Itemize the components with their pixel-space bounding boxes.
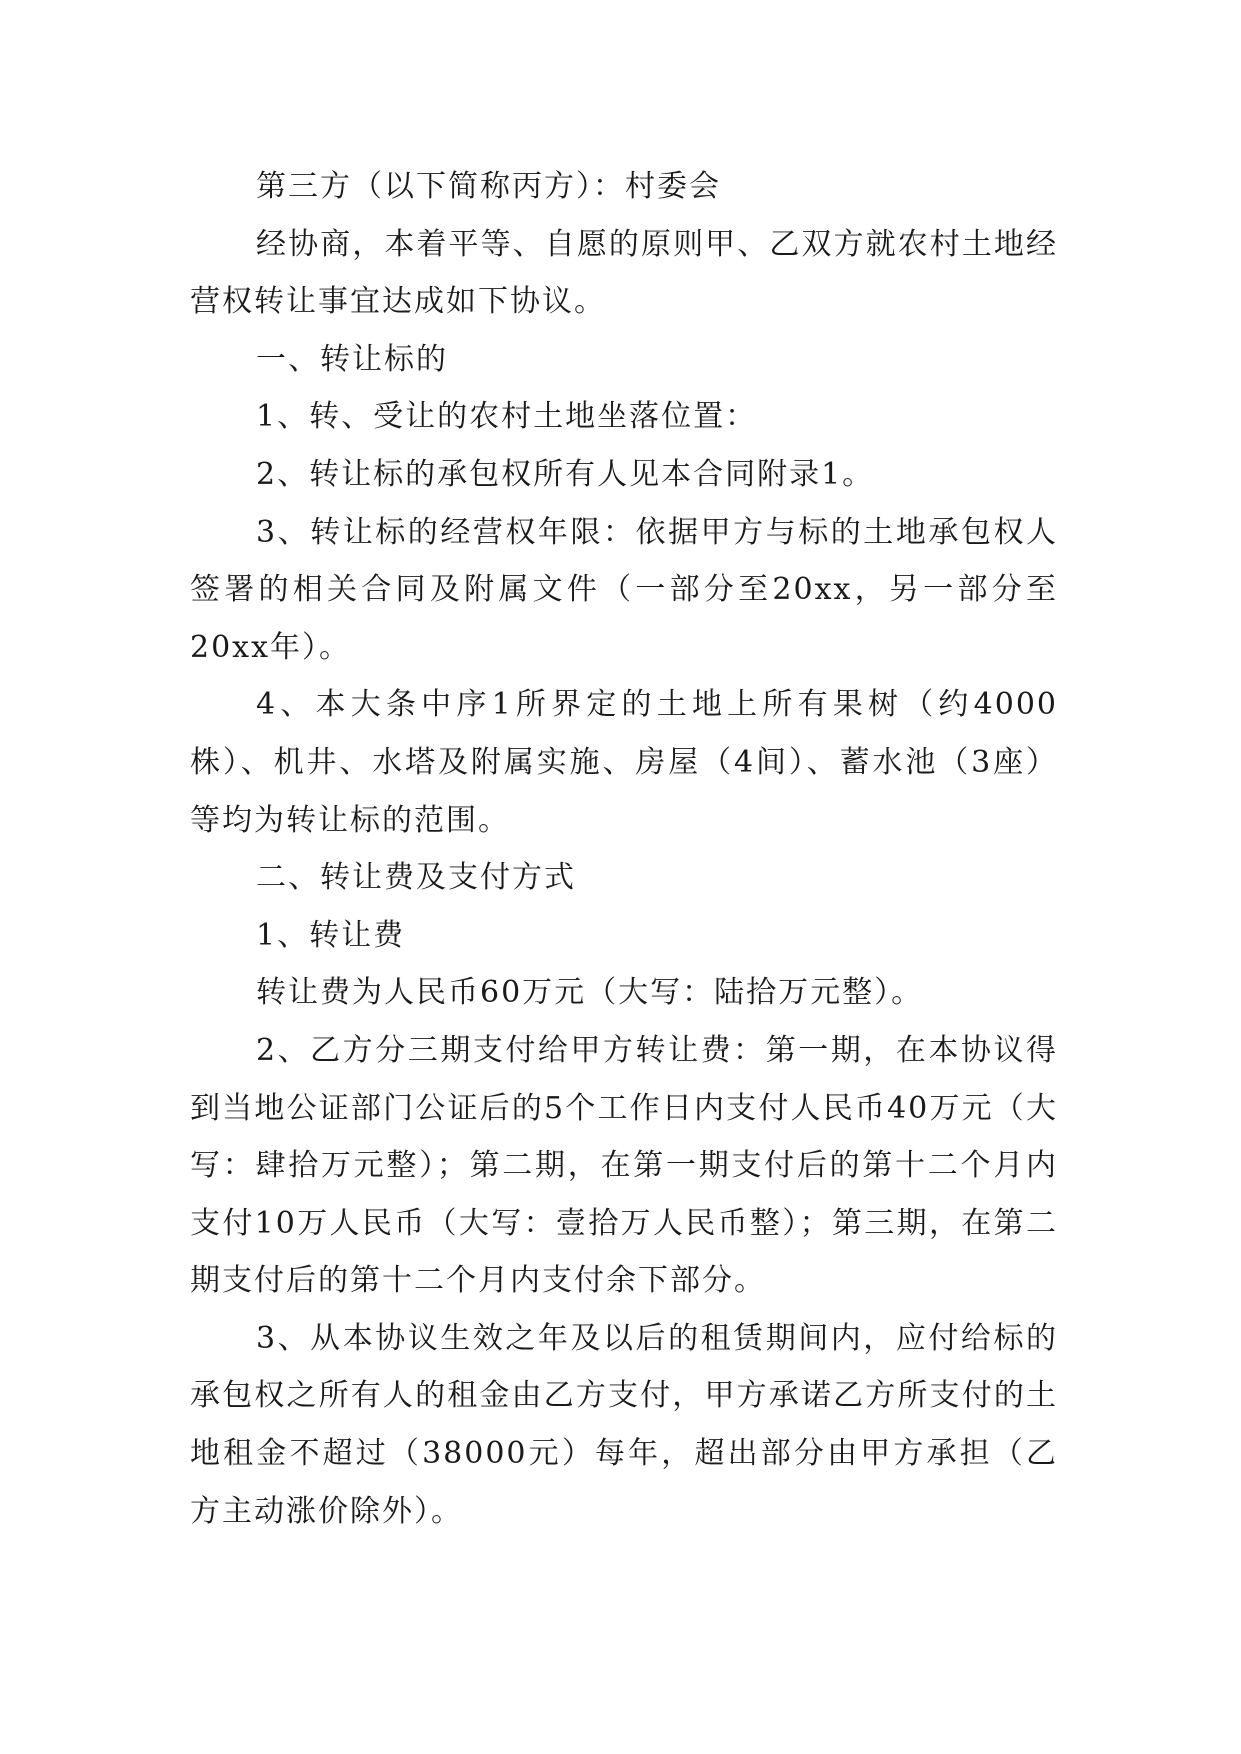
heading-transfer-subject: 一、转让标的 [256,341,448,377]
paragraph-fee-amount: 转让费为人民币60万元（大写：陆拾万元整）。 [256,975,924,1011]
paragraph-item-2-owner: 2、转让标的承包权所有人见本合同附录1。 [256,456,875,492]
paragraph-item-1-location: 1、转、受让的农村土地坐落位置： [256,399,758,435]
paragraph-payment-schedule: 2、乙方分三期支付给甲方转让费：第一期，在本协议得到当地公证部门公证后的5个工作日内支付人民币40万元（大写：肆拾万元整）；第二期，在第一期支付后的第十二个月内支付10万人民币（大写：壹拾万人民币整）；第三期，在第二期支付后的第十二个月内支付余下部分。 [190,1032,1058,1299]
heading-fee-and-payment: 二、转让费及支付方式 [256,860,576,896]
paragraph-rent-terms: 3、从本协议生效之年及以后的租赁期间内，应付给标的承包权之所有人的租金由乙方支付，甲方承诺乙方所支付的土地租金不超过（38000元）每年，超出部分由甲方承担（乙方主动涨价除外）。 [190,1320,1058,1529]
paragraph-third-party: 第三方（以下简称丙方）：村委会 [256,169,721,204]
paragraph-agreement-intro: 经协商，本着平等、自愿的原则甲、乙双方就农村土地经营权转让事宜达成如下协议。 [190,226,1058,320]
paragraph-item-4-scope: 4、本大条中序1所界定的土地上所有果树（约4000株）、机井、水塔及附属实施、房屋（4间）、蓄水池（3座）等均为转让标的范围。 [190,687,1058,838]
subheading-transfer-fee: 1、转让费 [256,917,406,953]
paragraph-item-3-term: 3、转让标的经营权年限：依据甲方与标的土地承包权人签署的相关合同及附属文件（一部分至20xx，另一部分至20xx年）。 [190,514,1058,665]
document-body [190,158,1058,1540]
